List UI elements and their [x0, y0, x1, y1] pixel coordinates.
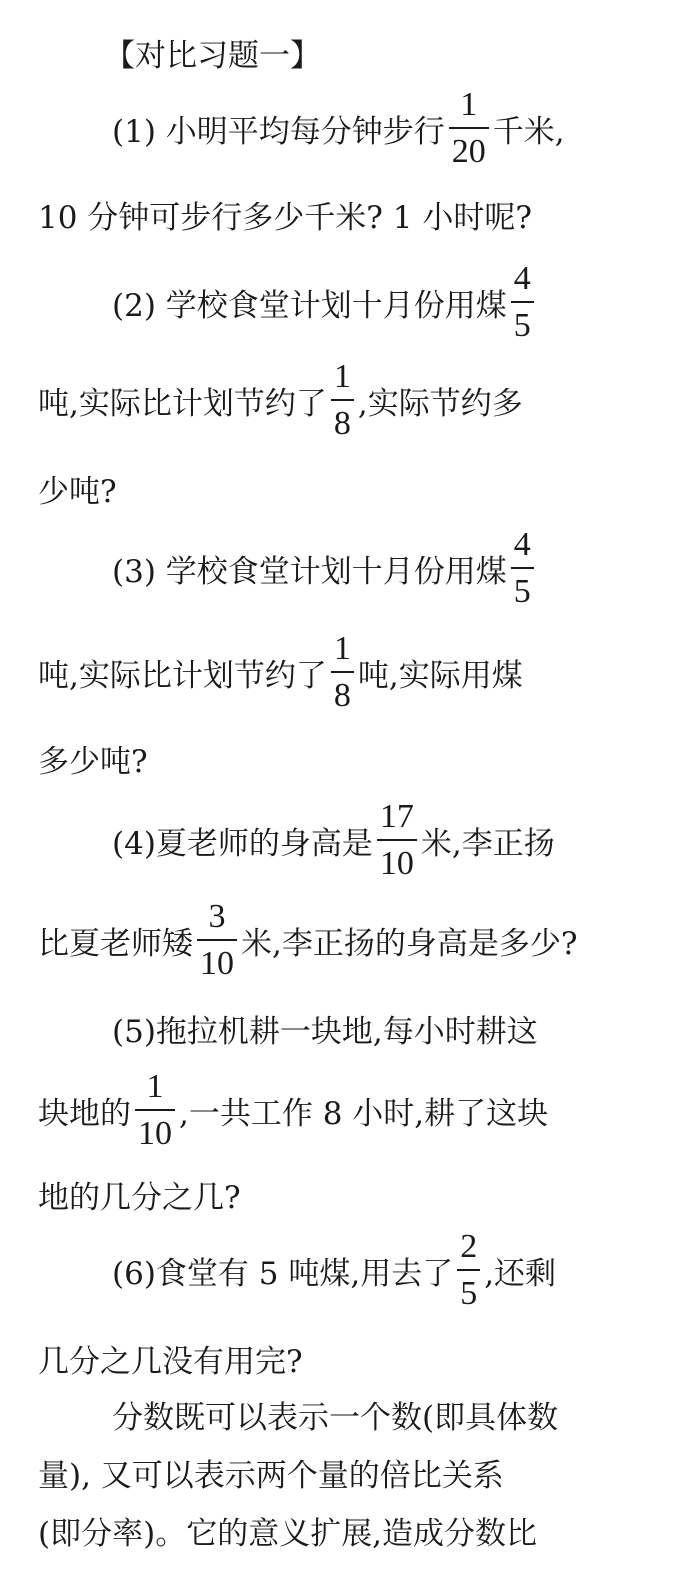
- q2-line-3: 少吨?: [38, 474, 117, 510]
- fraction-3-10: $\frac{3}{10}$: [197, 900, 237, 981]
- fraction-1-8: $\frac{1}{8}$: [331, 360, 354, 441]
- q1-line-2: 10 分钟可步行多少千米? 1 小时呢?: [38, 200, 532, 236]
- q5-line-1: (5)拖拉机耕一块地,每小时耕这: [112, 1014, 538, 1050]
- para-line-1: 分数既可以表示一个数(即具体数: [112, 1400, 559, 1436]
- exercise-title: 【对比习题一】: [104, 38, 321, 74]
- q4-line-2: 比夏老师矮 $\frac{3}{10}$ 米,李正扬的身高是多少?: [38, 898, 578, 982]
- q5-line-3: 地的几分之几?: [38, 1180, 241, 1216]
- fraction-1-8: $\frac{1}{8}$: [331, 632, 354, 713]
- q4-line-1: (4)夏老师的身高是 $\frac{17}{10}$ 米,李正扬: [112, 798, 555, 882]
- fraction-1-10: $\frac{1}{10}$: [135, 1070, 175, 1151]
- q6-line-2: 几分之几没有用完?: [38, 1344, 303, 1380]
- q2-line-2: 吨,实际比计划节约了 $\frac{1}{8}$ ,实际节约多: [38, 358, 523, 442]
- q1-line-1: (1) 小明平均每分钟步行 $\frac{1}{20}$ 千米,: [112, 86, 565, 170]
- q3-line-1: (3) 学校食堂计划十月份用煤 $\frac{4}{5}$: [112, 528, 696, 609]
- q3-line-2: 吨,实际比计划节约了 $\frac{1}{8}$ 吨,实际用煤: [38, 630, 523, 714]
- q5-line-2: 块地的 $\frac{1}{10}$ ,一共工作 8 小时,耕了这块: [38, 1068, 549, 1152]
- para-line-2: 量), 又可以表示两个量的倍比关系: [38, 1458, 504, 1494]
- q2-line-1: (2) 学校食堂计划十月份用煤 $\frac{4}{5}$: [112, 262, 696, 343]
- fraction-17-10: $\frac{17}{10}$: [377, 800, 417, 881]
- fraction-4-5: $\frac{4}{5}$: [511, 262, 534, 343]
- fraction-4-5: $\frac{4}{5}$: [511, 528, 534, 609]
- q6-line-1: (6)食堂有 5 吨煤,用去了 $\frac{2}{5}$ ,还剩: [112, 1228, 557, 1312]
- para-line-3: (即分率)。它的意义扩展,造成分数比: [38, 1516, 538, 1552]
- fraction-1-20: $\frac{1}{20}$: [449, 88, 489, 169]
- fraction-2-5: $\frac{2}{5}$: [457, 1230, 480, 1311]
- q3-line-3: 多少吨?: [38, 744, 148, 780]
